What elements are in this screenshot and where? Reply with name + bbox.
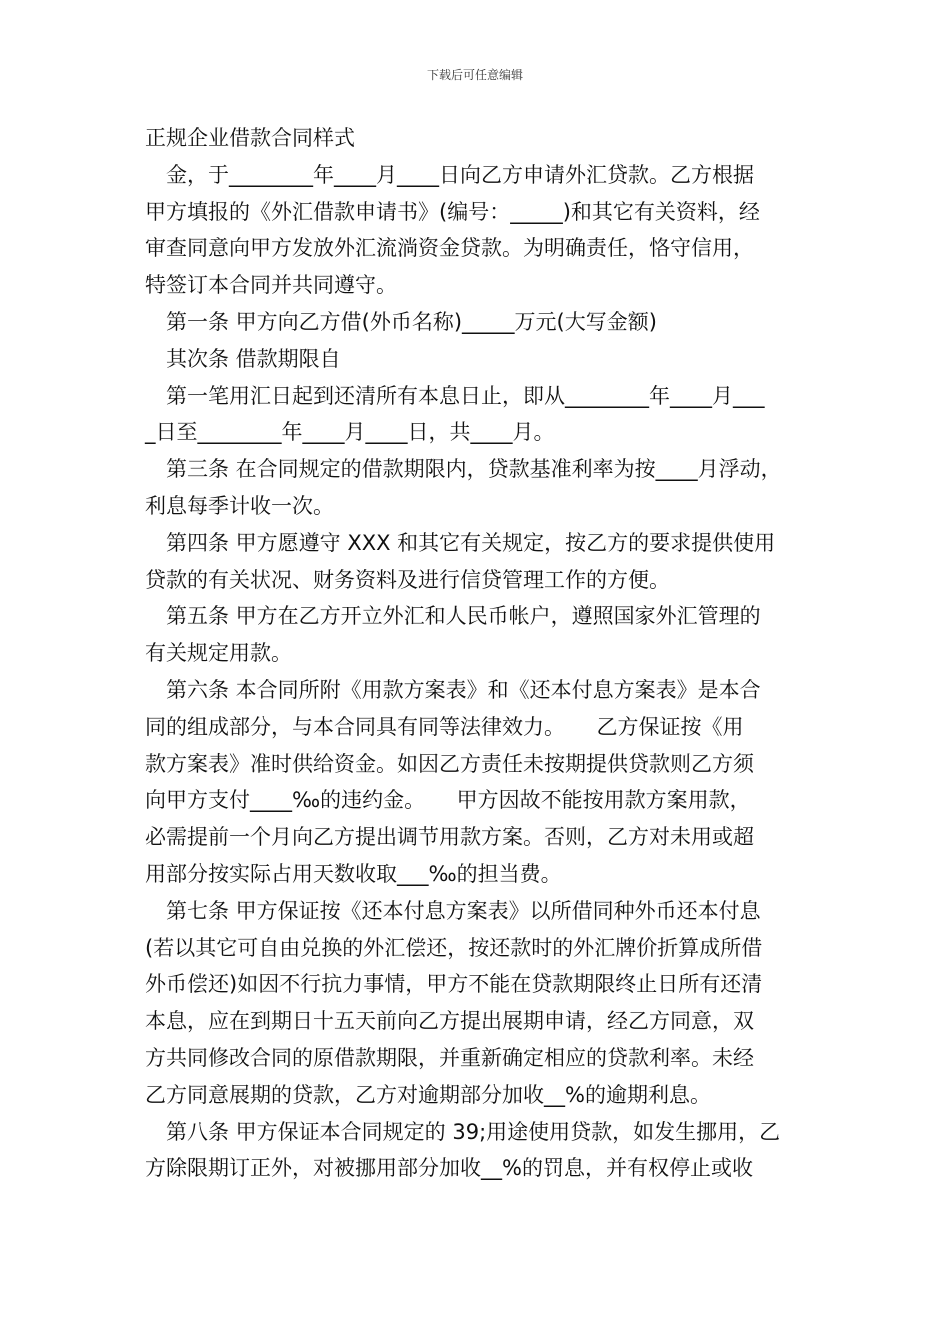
text-line: _日至________年____月____日，共____月。 bbox=[145, 420, 555, 445]
text-line: 方共同修改合同的原借款期限，并重新确定相应的贷款利率。未经 bbox=[145, 1045, 754, 1070]
text-line: (若以其它可自由兑换的外汇偿还，按还款时的外汇牌价折算成所借 bbox=[145, 935, 763, 960]
text-line: 审查同意向甲方发放外汇流淌资金贷款。为明确责任，恪守信用， bbox=[145, 236, 754, 261]
contract-body bbox=[145, 120, 810, 1187]
text-line: 同的组成部分，与本合同具有同等法律效力。 乙方保证按《用 bbox=[145, 714, 744, 739]
text-line: 款方案表》准时供给资金。如因乙方责任未按期提供贷款则乙方须 bbox=[145, 751, 754, 776]
text-line: 特签订本合同并共同遵守。 bbox=[145, 273, 397, 298]
text-line: 贷款的有关状况、财务资料及进行信贷管理工作的方便。 bbox=[145, 567, 670, 592]
text-line: 利息每季计收一次。 bbox=[145, 493, 334, 518]
text-line: 甲方填报的《外汇借款申请书》(编号：_____)和其它有关资料，经 bbox=[145, 199, 760, 224]
text-line: 有关规定用款。 bbox=[145, 641, 292, 666]
article-5: 第五条 甲方在乙方开立外汇和人民币帐户，遵照国家外汇管理的 bbox=[145, 604, 761, 629]
article-8: 第八条 甲方保证本合同规定的 39;用途使用贷款，如发生挪用，乙 bbox=[145, 1119, 781, 1144]
article-2: 其次条 借款期限自 bbox=[145, 346, 341, 371]
text-line: 金，于________年____月____日向乙方申请外汇贷款。乙方根据 bbox=[145, 162, 754, 187]
article-1: 第一条 甲方向乙方借(外币名称)_____万元(大写金额) bbox=[145, 309, 657, 334]
header-note: 下载后可任意编辑 bbox=[426, 68, 523, 82]
text-line: 第一笔用汇日起到还清所有本息日止，即从________年____月___ bbox=[145, 383, 765, 408]
text-line: 向甲方支付____‰的违约金。 甲方因故不能按用款方案用款， bbox=[145, 788, 751, 813]
text-line: 本息，应在到期日十五天前向乙方提出展期申请，经乙方同意，双 bbox=[145, 1009, 754, 1034]
article-4: 第四条 甲方愿遵守 XXX 和其它有关规定，按乙方的要求提供使用 bbox=[145, 530, 776, 555]
text-line: 乙方同意展期的贷款，乙方对逾期部分加收__%的逾期利息。 bbox=[145, 1082, 711, 1107]
text-line: 用部分按实际占用天数收取___‰的担当费。 bbox=[145, 861, 562, 886]
text-line: 必需提前一个月向乙方提出调节用款方案。否则，乙方对未用或超 bbox=[145, 825, 754, 850]
article-3: 第三条 在合同规定的借款期限内，贷款基准利率为按____月浮动， bbox=[145, 457, 782, 482]
text-line: 方除限期订正外，对被挪用部分加收__%的罚息，并有权停止或收 bbox=[145, 1156, 753, 1181]
text-line: 外币偿还)如因不行抗力事情，甲方不能在贷款期限终止日所有还清 bbox=[145, 972, 763, 997]
article-6: 第六条 本合同所附《用款方案表》和《还本付息方案表》是本合 bbox=[145, 677, 761, 702]
article-7: 第七条 甲方保证按《还本付息方案表》以所借同种外币还本付息 bbox=[145, 898, 761, 923]
document-title: 正规企业借款合同样式 bbox=[145, 126, 355, 150]
